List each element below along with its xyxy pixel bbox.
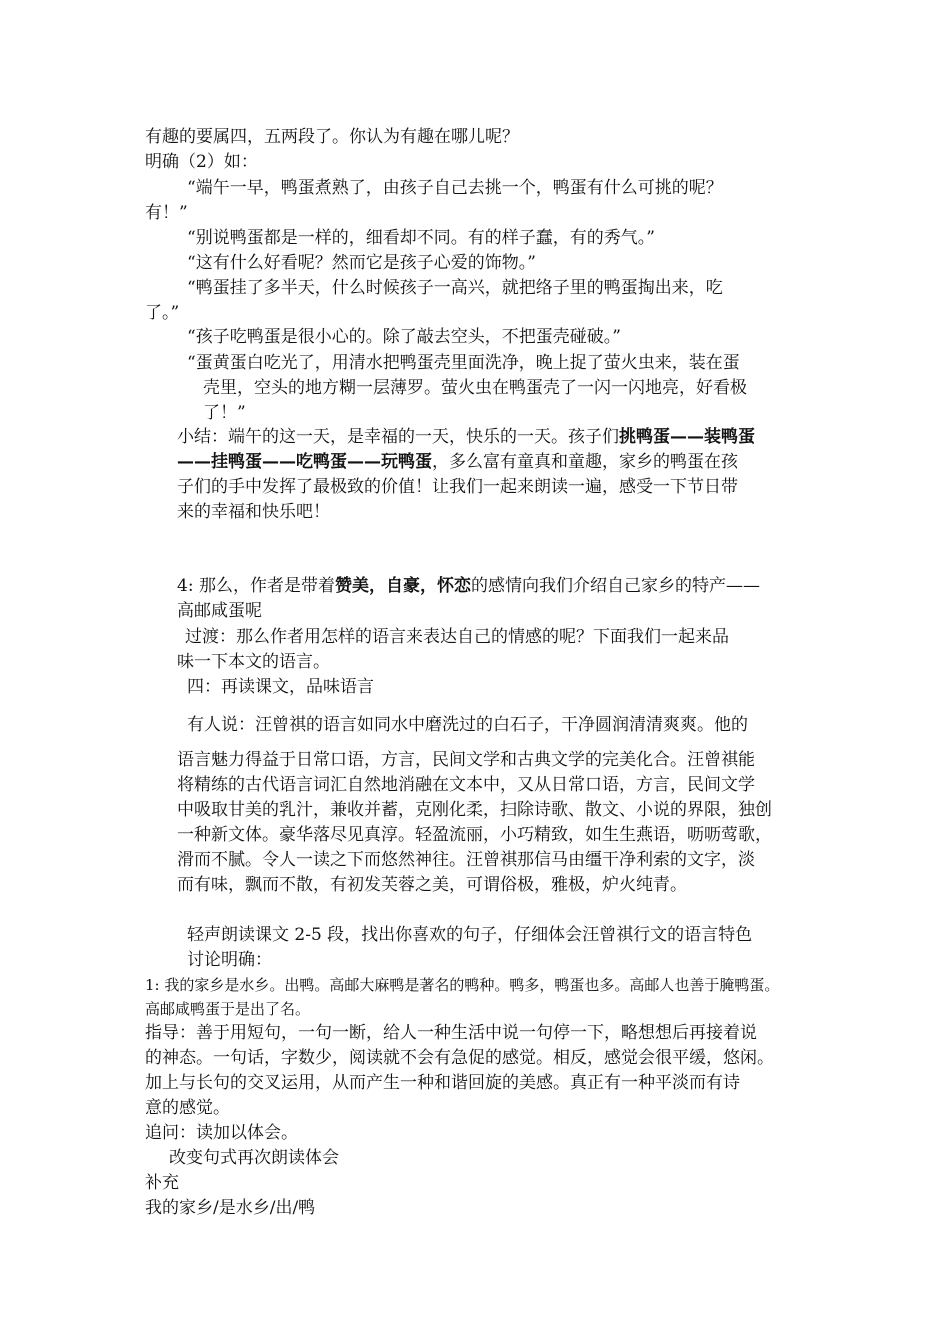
text-line: 来的幸福和快乐吧！ <box>177 502 330 522</box>
text-line: 有人说：汪曾祺的语言如同水中磨洗过的白石子，干净圆润清清爽爽。他的 <box>187 715 748 735</box>
question-text: 的感情向我们介绍自己家乡的特产—— <box>470 576 760 596</box>
text-line: 将精练的古代语言词汇自然地消融在文本中，又从日常口语，方言，民间文学 <box>177 775 755 795</box>
question-emphasis: 赞美，自豪，怀恋 <box>334 576 471 596</box>
text-line: “别说鸭蛋都是一样的，细看却不同。有的样子蠢，有的秀气。” <box>187 228 655 248</box>
text-line: 指导：善于用短句，一句一断，给人一种生活中说一句停一下，略想想后再接着说 <box>145 1023 757 1043</box>
summary-line <box>177 450 738 474</box>
text-line: “鸭蛋挂了多半天，什么时候孩子一高兴，就把络子里的鸭蛋掏出来，吃 <box>187 278 723 298</box>
question-line <box>177 574 760 598</box>
text-line: 轻声朗读课文 2-5 段，找出你喜欢的句子，仔细体会汪曾祺行文的语言特色 <box>187 925 753 945</box>
text-line: 一种新文体。豪华落尽见真淳。轻盈流丽，小巧精致，如生生燕语，呖呖莺歌， <box>177 825 772 845</box>
text-line: 高邮咸鸭蛋于是出了名。 <box>145 1000 311 1018</box>
text-line: 过渡：那么作者用怎样的语言来表达自己的情感的呢？下面我们一起来品 <box>185 627 729 647</box>
text-line: 讨论明确： <box>187 950 272 970</box>
text-line: 有！” <box>145 203 188 223</box>
text-line: “这有什么好看呢？然而它是孩子心爱的饰物。” <box>187 253 536 273</box>
text-line: 壳里，空头的地方糊一层薄罗。萤火虫在鸭蛋壳了一闪一闪地亮，好看极 <box>203 378 747 398</box>
text-line: 意的感觉。 <box>145 1098 230 1118</box>
text-line: 1: 我的家乡是水乡。出鸭。高邮大麻鸭是著名的鸭种。鸭多，鸭蛋也多。高邮人也善于腌鸭蛋。 <box>145 976 780 994</box>
summary-line <box>177 425 755 449</box>
summary-emphasis: ——挂鸭蛋——吃鸭蛋——玩鸭蛋 <box>177 452 432 472</box>
text-line: 我的家乡/是水乡/出/鸭 <box>145 1198 316 1218</box>
text-line: 明确（2）如： <box>145 152 258 172</box>
text-line: 了！” <box>203 403 246 423</box>
question-text: 4: 那么，作者是带着 <box>177 576 335 596</box>
text-line: 有趣的要属四，五两段了。你认为有趣在哪儿呢？ <box>145 127 519 147</box>
text-line: 的神态。一句话，字数少，阅读就不会有急促的感觉。相反，感觉会很平缓，悠闲。 <box>145 1048 774 1068</box>
text-line: 补充 <box>145 1173 179 1193</box>
summary-text: ，多么富有童真和童趣，家乡的鸭蛋在孩 <box>432 452 738 472</box>
text-line: 中吸取甘美的乳汁，兼收并蓄，克刚化柔，扫除诗歌、散文、小说的界限，独创 <box>177 800 772 820</box>
text-line: 追问：读加以体会。 <box>145 1123 298 1143</box>
text-line: “蛋黄蛋白吃光了，用清水把鸭蛋壳里面洗净，晚上捉了萤火虫来，装在蛋 <box>187 353 740 373</box>
text-line: 子们的手中发挥了最极致的价值！让我们一起来朗读一遍，感受一下节日带 <box>177 477 738 497</box>
summary-text: 小结：端午的这一天，是幸福的一天，快乐的一天。孩子们 <box>177 427 619 447</box>
text-line: 而有味，飘而不散，有初发芙蓉之美，可谓俗极，雅极，炉火纯青。 <box>177 875 687 895</box>
text-line: 加上与长句的交叉运用，从而产生一种和谐回旋的美感。真正有一种平淡而有诗 <box>145 1073 740 1093</box>
summary-emphasis: 挑鸭蛋——装鸭蛋 <box>619 427 755 447</box>
text-line: 滑而不腻。令人一读之下而悠然神往。汪曾祺那信马由缰干净利索的文字，淡 <box>177 850 755 870</box>
section-heading: 四：再读课文，品味语言 <box>187 677 374 697</box>
text-line: 语言魅力得益于日常口语，方言，民间文学和古典文学的完美化合。汪曾祺能 <box>177 750 755 770</box>
text-line: 味一下本文的语言。 <box>177 652 330 672</box>
text-line: “孩子吃鸭蛋是很小心的。除了敲去空头，不把蛋壳碰破。” <box>187 327 621 347</box>
text-line: “端午一早，鸭蛋煮熟了，由孩子自己去挑一个，鸭蛋有什么可挑的呢？ <box>187 178 723 198</box>
text-line: 了。” <box>145 303 180 323</box>
text-line: 高邮咸蛋呢 <box>177 601 262 621</box>
text-line: 改变句式再次朗读体会 <box>169 1148 339 1168</box>
